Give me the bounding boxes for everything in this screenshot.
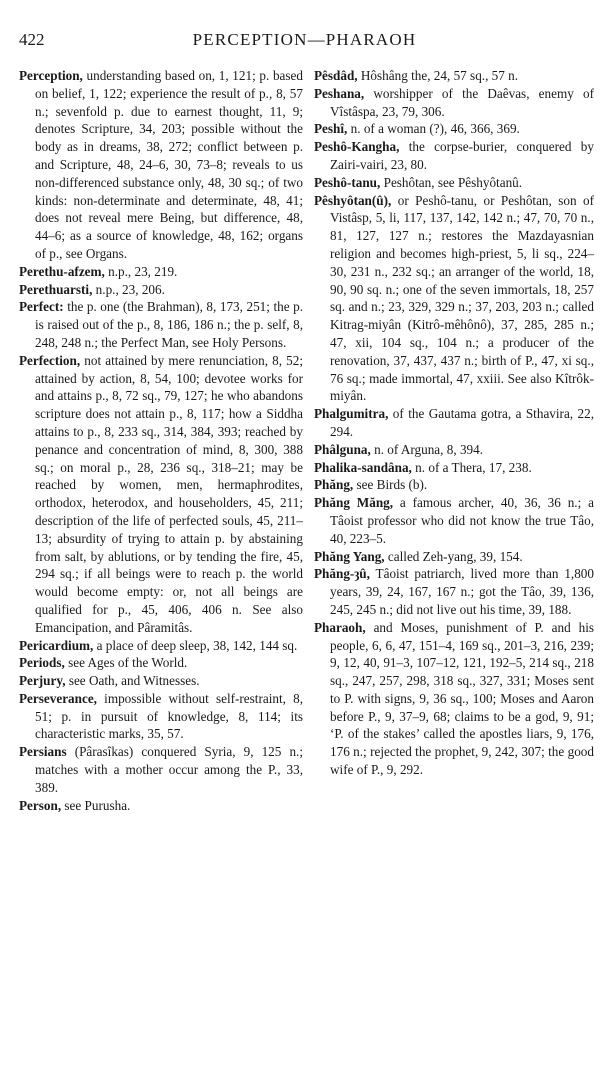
running-title: PERCEPTION—PHARAOH	[192, 30, 417, 49]
entry-text: a place of deep sleep, 38, 142, 144 sq.	[93, 637, 298, 653]
entry-text: Tâoist patriarch, lived more than 1,800 years, 39, 24, 167, 167 n.; got the Tâo, 39, 136, 245, 245 n.; did not live out his time, 39, 188.	[330, 566, 594, 617]
entry-headword: Pericardium,	[19, 637, 94, 653]
index-entry	[314, 619, 594, 779]
entry-text: (Pârasîkas) conquered Syria, 9, 125 n.; matches with a mother occur among the P., 33, 389.	[35, 744, 303, 795]
entry-headword: Peshô-Kangha,	[314, 139, 400, 155]
entry-text: understanding based on, 1, 121; p. based on belief, 1, 122; experience the result of p., 8, 57 n.; sevenfold p. due to earnest thought, 11, 9; denotes Scripture, 34, 203; possible without the body as in dreams, 38, 272; conflict between p. and Scripture, 48, 24–6, 30, 73–8; reveals to us non-differenced substance only, 48, 30 sq.; of two kinds: non-determinate and determinate, 48, 41; does not reveal mere Being, but difference, 48, 44–6; as a source of knowledge, 48, 162; organs of p., see Organs.	[35, 68, 303, 261]
index-entry	[314, 67, 594, 85]
entry-text: n. of a Thera, 17, 238.	[411, 459, 532, 475]
index-entry	[314, 192, 594, 406]
index-entry	[19, 637, 303, 655]
entry-headword: Phăng Yang,	[314, 548, 385, 564]
entry-text: Hôshâng the, 24, 57 sq., 57 n.	[357, 68, 519, 83]
index-entry	[314, 138, 594, 174]
index-entry	[314, 120, 594, 138]
entry-headword: Perjury,	[19, 673, 66, 689]
entry-headword: Phalgumitra,	[314, 406, 389, 422]
entry-headword: Perseverance,	[19, 690, 97, 706]
entry-text: a famous archer, 40, 36, 36 n.; a Tâoist professor who did not know the true Tâo, 40, 223–5.	[330, 495, 594, 546]
index-entry	[314, 85, 594, 121]
entry-text: called Zeh-yang, 39, 154.	[384, 548, 523, 564]
index-entry	[314, 548, 594, 566]
entry-text: n. of Arguna, 8, 394.	[370, 441, 484, 457]
entry-headword: Person,	[19, 797, 62, 813]
entry-text: see Birds (b).	[353, 477, 428, 493]
entry-text: the p. one (the Brahman), 8, 173, 251; the p. is raised out of the p., 8, 186, 186 n.; the p. self, 8, 248, 248 n.; the Perfect Man, see Holy Persons.	[35, 299, 303, 350]
entry-headword: Perfection,	[19, 352, 81, 368]
index-entry	[19, 743, 303, 796]
index-entry	[19, 281, 303, 299]
entry-headword: Pêsdâd,	[314, 68, 358, 83]
index-entry	[19, 263, 303, 281]
entry-headword: Peshô-tanu,	[314, 174, 381, 190]
entry-headword: Perception,	[19, 68, 83, 83]
entry-text: the corpse-burier, conquered by Zairi-vairi, 23, 80.	[330, 139, 594, 172]
index-entry	[314, 565, 594, 618]
index-entry	[314, 405, 594, 441]
entry-text: or Peshô-tanu, or Peshôtan, son of Vistâsp, 5, li, 117, 137, 142, 142 n.; 47, 70, 70 n., 81, 127, 127 n.; restores the Mazdayasnian religion and becomes high-priest, 5, li sq., 224–30, 231 n., 232 sq.; an arranger of the world, 18, 90, 90 sq. n.; one of the seven immortals, 18, 257 sq. and n.; 23, 329, 329 n.; 37, 203, 203 n.; called Kitrag-miyân (Kitrô-mêhônô), 37, 285, 285 n.; 47, xii, 104 sq., 104 n.; a producer of the renovation, 37, 437, 437 n.; birth of P., 47, xi sq., 76 sq.; made immortal, 47, xxiii. See also Kîtrôk-miyân.	[330, 192, 594, 404]
entry-headword: Phăng-ȝû,	[314, 566, 370, 582]
entry-headword: Peshana,	[314, 85, 365, 101]
entry-text: impossible without self-restraint, 8, 51; p. in pursuit of knowledge, 8, 114; its characteristic marks, 35, 57.	[35, 690, 303, 742]
right-column	[314, 67, 594, 779]
entry-text: not attained by mere renunciation, 8, 52; attained by action, 8, 54, 100; devotee works for and attains p., 8, 72 sq., 79, 127; he who abandons scripture does not attain p., 8, 117; how a Siddha attains to p., 8, 233 sq., 314, 384, 393; reached by penance and concentration of mind, 8, 300, 388 sq.; on moral p., 28, 236 sq., 318–21; may be reached by women, men, hermaphrodites, orthodox, heterodox, and householders, 45, 211; description of the life of perfected souls, 45, 211–13; absurdity of trying to attain p. by abstaining from salt, by ablutions, or by tending the fire, 45, 294 sq.; if all beings were to reach p. the world would become empty: or, not all beings are qualified for p., 45, 406, 406 n. See also Emancipation, and Pâramitâs.	[35, 352, 303, 635]
entry-text: see Purusha.	[61, 797, 131, 813]
entry-headword: Perethuarsti,	[19, 281, 93, 297]
index-entry	[19, 352, 303, 637]
page-number: 422	[19, 30, 45, 49]
entry-text: worshipper of the Daêvas, enemy of Vîstâspa, 23, 79, 306.	[330, 85, 594, 119]
entry-headword: Perfect:	[19, 299, 64, 315]
entry-headword: Peshî,	[314, 121, 348, 137]
entry-text: see Oath, and Witnesses.	[65, 673, 200, 689]
index-entry	[19, 654, 303, 672]
entry-text: of the Gautama gotra, a Sthavira, 22, 294.	[330, 406, 594, 439]
entry-headword: Pêshyôtan(û),	[314, 192, 392, 208]
entry-headword: Phalika-sandâna,	[314, 459, 412, 475]
entry-headword: Phăng Măng,	[314, 495, 394, 511]
entry-headword: Periods,	[19, 655, 65, 671]
index-entry	[19, 67, 303, 263]
index-entry	[314, 476, 594, 494]
entry-text: n.p., 23, 206.	[92, 281, 165, 297]
index-entry	[314, 174, 594, 192]
index-entry	[19, 298, 303, 351]
index-entry	[314, 441, 594, 459]
index-entry	[19, 797, 303, 815]
entry-text: Peshôtan, see Pêshyôtanû.	[380, 174, 523, 190]
entry-text: n.p., 23, 219.	[104, 263, 178, 279]
entry-headword: Phăng,	[314, 477, 354, 493]
left-column	[19, 67, 303, 814]
entry-text: n. of a woman (?), 46, 366, 369.	[347, 121, 520, 137]
entry-text: and Moses, punishment of P. and his people, 6, 6, 47, 151–4, 169 sq., 201–3, 216, 239; 9, 12, 40, 91–3, 107–12, 121, 192–5, 214 sq., 218 sq., 247, 257, 298, 318 sq., 327, 331; Moses sent to P. with signs, 9, 36 sq., 100; Moses and Aaron before P., 9, 37–9, 68; claims to be a god, 9, 91; ‘P. of the stakes’ called the apostles liars, 9, 176, 176 n.; rejected the prophet, 9, 242, 307; the good wife of P., 9, 292.	[330, 619, 594, 778]
entry-headword: Pharaoh,	[314, 619, 366, 635]
entry-headword: Phâlguna,	[314, 441, 371, 457]
running-header	[19, 30, 590, 56]
index-entry	[314, 494, 594, 547]
index-entry	[19, 690, 303, 743]
index-entry	[314, 459, 594, 477]
entry-headword: Persians	[19, 744, 67, 760]
entry-headword: Perethu-afzem,	[19, 263, 105, 279]
entry-text: see Ages of the World.	[64, 655, 188, 671]
index-entry	[19, 672, 303, 690]
